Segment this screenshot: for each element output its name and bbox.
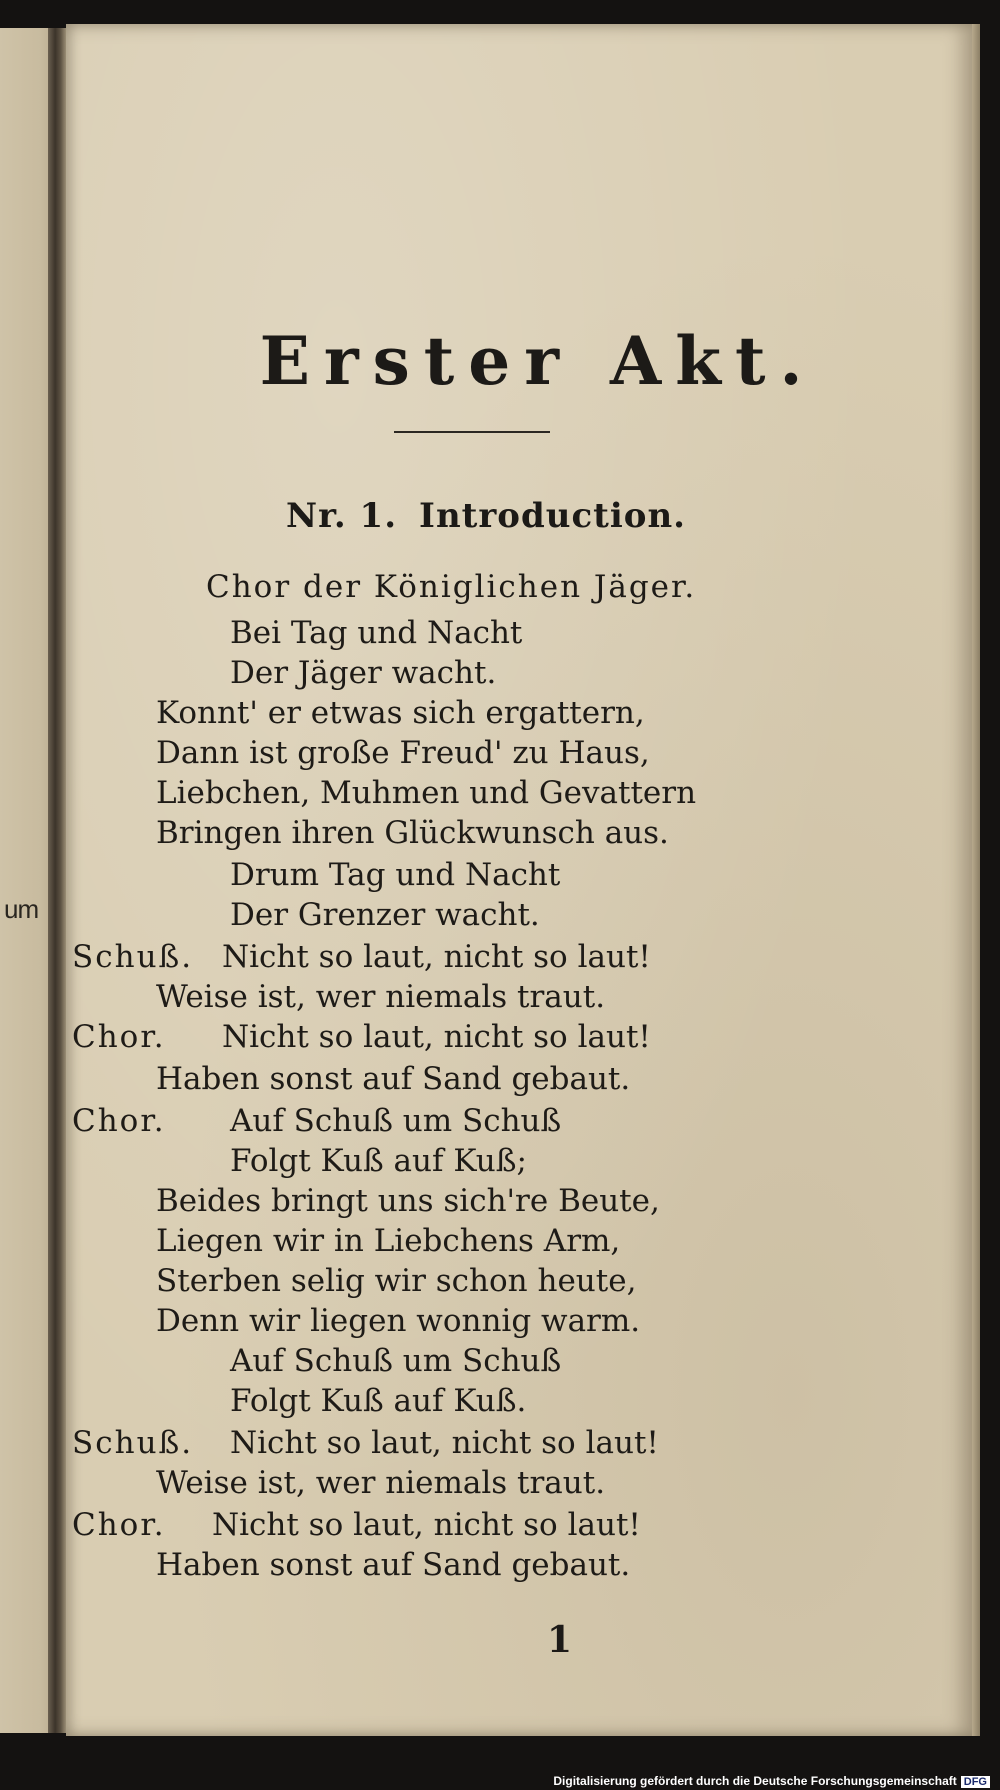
verse-line: [156, 1183, 660, 1219]
page: [66, 24, 972, 1736]
page-number: 1: [547, 1619, 573, 1661]
book-gutter: [48, 28, 66, 1733]
verse-text: Bringen ihren Glückwunsch aus.: [156, 815, 669, 851]
verse-line: [72, 1507, 641, 1543]
speaker-label: Schuß.: [72, 939, 194, 975]
number-heading: [286, 496, 686, 536]
verse-line: [156, 1223, 621, 1259]
verse-line: [230, 1143, 527, 1179]
verse-line: [156, 815, 669, 851]
verse-text: Sterben selig wir schon heute,: [156, 1263, 637, 1299]
verse-text: Bei Tag und Nacht: [230, 615, 523, 651]
verse-line: [156, 735, 650, 771]
number-title: Introduction.: [419, 496, 687, 536]
verse-line: [156, 695, 645, 731]
verse-line: [72, 1019, 651, 1055]
verse-line: [230, 897, 540, 933]
verse-line: [230, 1383, 527, 1419]
digitization-credit: [553, 1774, 990, 1788]
verse-text: Dann ist große Freud' zu Haus,: [156, 735, 650, 771]
verse-text: Chor der Königlichen Jäger.: [206, 569, 697, 605]
verse-text: Nicht so laut, nicht so laut!: [222, 939, 651, 975]
verse-text: Beides bringt uns sich're Beute,: [156, 1183, 660, 1219]
verse-text: Drum Tag und Nacht: [230, 857, 561, 893]
verse-text: Nicht so laut, nicht so laut!: [212, 1507, 641, 1543]
credit-text: Digitalisierung gefördert durch die Deutsche Forschungsgemeinschaft: [553, 1774, 957, 1788]
verse-line: [156, 1303, 641, 1339]
verse-line: [72, 1425, 659, 1461]
verse-text: Liegen wir in Liebchens Arm,: [156, 1223, 621, 1259]
verse-line: [156, 1061, 631, 1097]
act-heading: Erster Akt.: [259, 322, 817, 400]
verse-text: Haben sonst auf Sand gebaut.: [156, 1547, 631, 1583]
verse-text: Haben sonst auf Sand gebaut.: [156, 1061, 631, 1097]
verse-text: Folgt Kuß auf Kuß;: [230, 1143, 527, 1179]
verse-line: [72, 1103, 562, 1139]
speaker-label: Chor.: [72, 1507, 166, 1543]
number-label: Nr. 1.: [286, 496, 398, 536]
verse-line: [156, 1547, 631, 1583]
verse-text: Weise ist, wer niemals traut.: [156, 1465, 606, 1501]
heading-rule: [394, 431, 550, 433]
verse-line: [156, 979, 606, 1015]
verse-text: Der Grenzer wacht.: [230, 897, 540, 933]
verse-text: Denn wir liegen wonnig warm.: [156, 1303, 641, 1339]
verse-line: [72, 939, 651, 975]
verse-text: Nicht so laut, nicht so laut!: [222, 1019, 651, 1055]
facing-page-fragment: um: [4, 894, 39, 924]
verse-text: Folgt Kuß auf Kuß.: [230, 1383, 527, 1419]
verse-line: [230, 857, 561, 893]
verse-line: [156, 1465, 606, 1501]
verse-line: [230, 615, 523, 651]
page-edge: [972, 24, 980, 1736]
verse-text: Nicht so laut, nicht so laut!: [230, 1425, 659, 1461]
verse-line: [156, 1263, 637, 1299]
verse-line: [156, 775, 697, 811]
verse-text: Liebchen, Muhmen und Gevattern: [156, 775, 697, 811]
verse-text: Auf Schuß um Schuß: [230, 1343, 562, 1379]
verse-line: [230, 655, 497, 691]
speaker-label: Chor.: [72, 1103, 166, 1139]
verse-text: Weise ist, wer niemals traut.: [156, 979, 606, 1015]
stage-direction: [206, 569, 697, 605]
speaker-label: Chor.: [72, 1019, 166, 1055]
dfg-logo: DFG: [961, 1776, 990, 1788]
verse-text: Der Jäger wacht.: [230, 655, 497, 691]
verse-text: Auf Schuß um Schuß: [230, 1103, 562, 1139]
speaker-label: Schuß.: [72, 1425, 194, 1461]
verse-line: [230, 1343, 562, 1379]
verse-text: Konnt' er etwas sich ergattern,: [156, 695, 645, 731]
